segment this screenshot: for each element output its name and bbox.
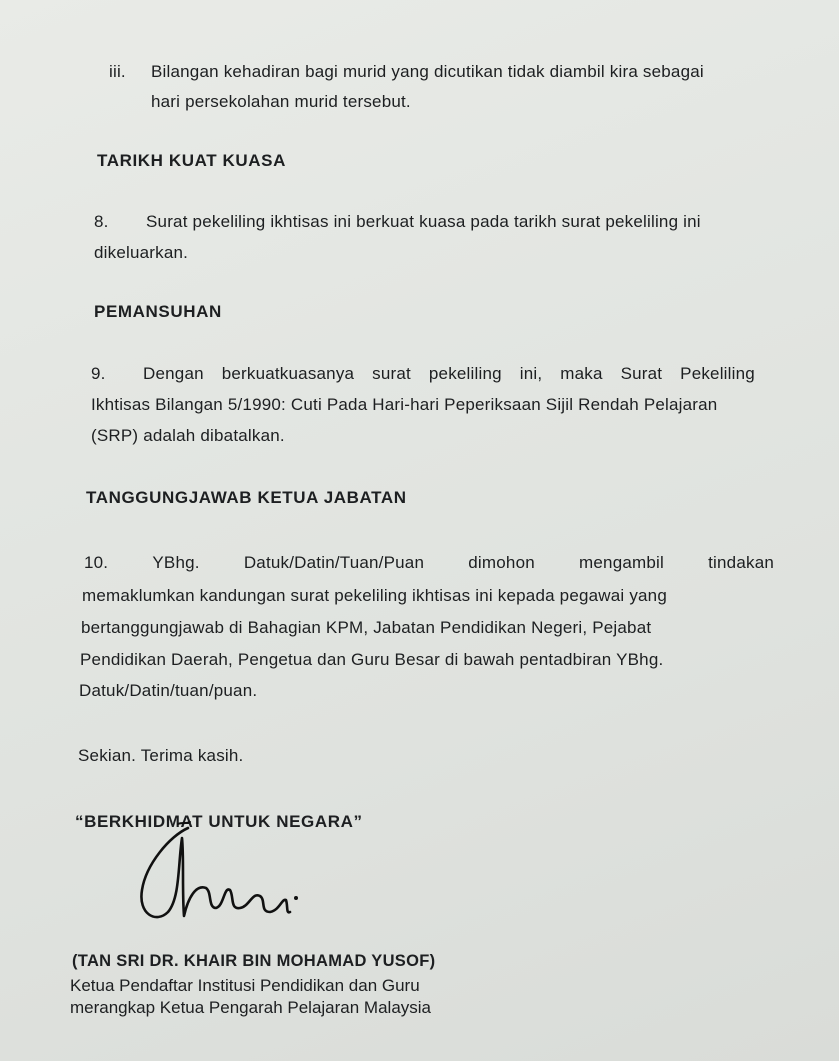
para9-word: ini, — [519, 364, 543, 383]
heading-pemansuhan: PEMANSUHAN — [94, 302, 222, 321]
para10-word: Datuk/Datin/Tuan/Puan — [243, 553, 425, 572]
para9-word: Dengan — [143, 364, 204, 383]
para10-line4: Pendidikan Daerah, Pengetua dan Guru Besar di bawah pentadbiran YBhg. — [80, 650, 664, 669]
para9-line3: (SRP) adalah dibatalkan. — [91, 426, 285, 445]
signatory-title-line1: Ketua Pendaftar Institusi Pendidikan dan Guru — [70, 976, 420, 995]
para9-word: Surat — [620, 364, 663, 383]
motto: “BERKHIDMAT UNTUK NEGARA” — [75, 812, 363, 831]
para9-word: surat — [372, 364, 411, 383]
para10-word: tindakan — [708, 553, 774, 572]
signature — [120, 818, 310, 936]
para10-word: dimohon — [468, 553, 535, 572]
para9-line1 — [143, 364, 755, 384]
para9-line2: Ikhtisas Bilangan 5/1990: Cuti Pada Hari-hari Peperiksaan Sijil Rendah Pelajaran — [91, 395, 718, 414]
para9-word: berkuatkuasanya — [221, 364, 355, 383]
item-iii-number: iii. — [109, 62, 126, 81]
para10-word: YBhg. — [152, 553, 200, 572]
para8-number: 8. — [94, 212, 109, 231]
item-iii-text-line1: Bilangan kehadiran bagi murid yang dicutikan tidak diambil kira sebagai — [151, 62, 704, 81]
para9-word: pekeliling — [428, 364, 502, 383]
para10-line2: memaklumkan kandungan surat pekeliling ikhtisas ini kepada pegawai yang — [82, 586, 667, 605]
para10-word: mengambil — [579, 553, 664, 572]
para9-number: 9. — [91, 364, 106, 383]
para8-line1: Surat pekeliling ikhtisas ini berkuat kuasa pada tarikh surat pekeliling ini — [146, 212, 701, 231]
closing-text: Sekian. Terima kasih. — [78, 746, 244, 765]
para10-line3: bertanggungjawab di Bahagian KPM, Jabatan Pendidikan Negeri, Pejabat — [81, 618, 652, 637]
heading-tanggungjawab-ketua-jabatan: TANGGUNGJAWAB KETUA JABATAN — [86, 488, 407, 507]
item-iii-text-line2: hari persekolahan murid tersebut. — [151, 92, 411, 111]
signatory-title-line2: merangkap Ketua Pengarah Pelajaran Malaysia — [70, 998, 432, 1017]
para10-number: 10. — [84, 553, 109, 572]
para9-word: Pekeliling — [680, 364, 755, 383]
para10-line1 — [84, 553, 774, 573]
heading-tarikh-kuat-kuasa: TARIKH KUAT KUASA — [97, 151, 286, 170]
signatory-name: (TAN SRI DR. KHAIR BIN MOHAMAD YUSOF) — [72, 952, 436, 970]
para10-line5: Datuk/Datin/tuan/puan. — [79, 681, 258, 700]
para9-word: maka — [560, 364, 603, 383]
para8-line2: dikeluarkan. — [94, 243, 189, 262]
